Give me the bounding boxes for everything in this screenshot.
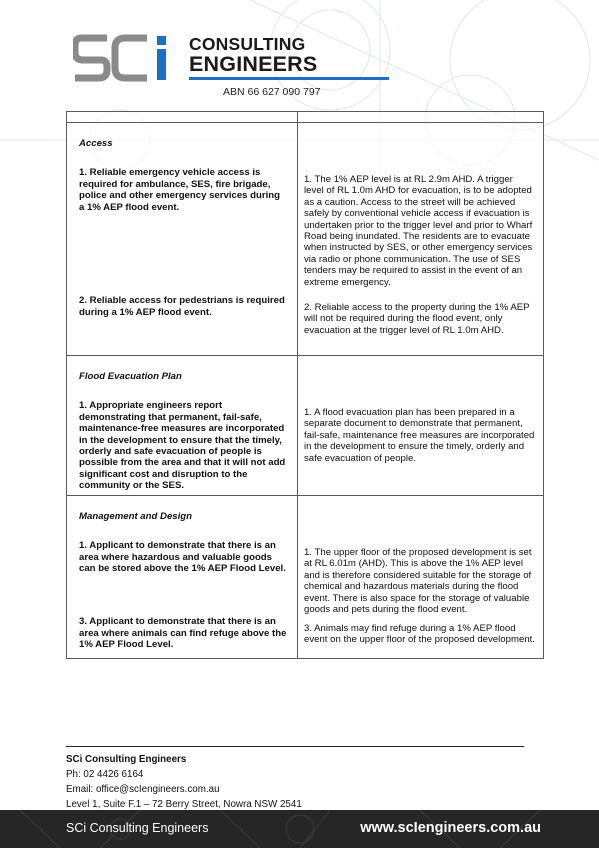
footer-website-link[interactable]: www.scIengineers.com.au [360, 820, 541, 836]
section-title-management: Management and Design [79, 511, 193, 522]
footer-email: Email: office@scIengineers.com.au [66, 784, 220, 795]
requirement-text: 1. Reliable emergency vehicle access is required for ambulance, SES, fire brigade, police and other emergency services during a 1% AEP flood event. [79, 167, 281, 213]
sci-logo-icon [73, 34, 185, 82]
table-row-management [67, 496, 544, 659]
footer-band-company: SCi Consulting Engineers [66, 821, 209, 835]
table-header-row [67, 112, 544, 123]
requirement-text: 1. Appropriate engineers report demonstrating that permanent, fail-safe, maintenance-free measures are incorporated in the development to ensure that the timely, orderly and safe evacuation of people is possible from the area and that it will not add significant cost and disruption to the community or the SES. [79, 400, 286, 492]
footer-band [0, 810, 599, 848]
response-text: 3. Animals may find refuge during a 1% AEP flood event on the upper floor of the proposed development. [304, 623, 535, 646]
logo-line-engineers: ENGINEERS [189, 52, 318, 76]
flood-requirements-table [66, 111, 544, 659]
response-text: 1. The upper floor of the proposed development is set at RL 6.01m (AHD). This is above the 1% AEP level and is therefore considered suitable for the storage of chemical and hazardous materials during the flood event. There is also space for the storage of valuable goods and pets during the flood event. [304, 547, 532, 616]
requirement-text: 2. Reliable access for pedestrians is required during a 1% AEP flood event. [79, 295, 285, 318]
response-text: 2. Reliable access to the property during the 1% AEP will not be required during the flood event, only evacuation at the trigger level of RL 1.0m AHD. [304, 302, 530, 336]
abn-number: ABN 66 627 090 797 [223, 86, 321, 98]
footer-company-name: SCi Consulting Engineers [66, 754, 187, 765]
requirement-text: 3. Applicant to demonstrate that there is an area where animals can find refuge above the 1% AEP Flood Level. [79, 616, 287, 651]
logo-line-consulting: CONSULTING [189, 34, 306, 54]
logo-accent-bar [189, 77, 389, 80]
table-row-evacuation [67, 356, 544, 496]
requirement-text: 1. Applicant to demonstrate that there is an area where hazardous and valuable goods can be stored above the 1% AEP Flood Level. [79, 540, 286, 575]
footer-address: Level 1, Suite F.1 – 72 Berry Street, Nowra NSW 2541 [66, 799, 302, 810]
footer-phone: Ph: 02 4426 6164 [66, 769, 144, 780]
footer-contact-block [66, 752, 302, 812]
table-row-access [67, 123, 544, 356]
response-text: 1. The 1% AEP level is at RL 2.9m AHD. A trigger level of RL 1.0m AHD for evacuation, is to be adopted as a caution. Access to the street will be achieved safely by conventional vehicle access if evacuation is undertaken prior to the trigger level and prior to Wharf Road being inundated. The residents are to evacuate when instructed by SES, or other emergency services via radio or phone communication. The use of SES tenders may be required to assist in the event of an extreme emergency. [304, 174, 533, 288]
footer-divider [66, 746, 524, 747]
response-text: 1. A flood evacuation plan has been prepared in a separate document to demonstrate that permanent, fail-safe, maintenance free measures are incorporated in the development to ensure the timely, orderly and safe evacuation of people. [304, 407, 535, 464]
section-title-evacuation: Flood Evacuation Plan [79, 371, 182, 382]
section-title-access: Access [79, 138, 113, 149]
